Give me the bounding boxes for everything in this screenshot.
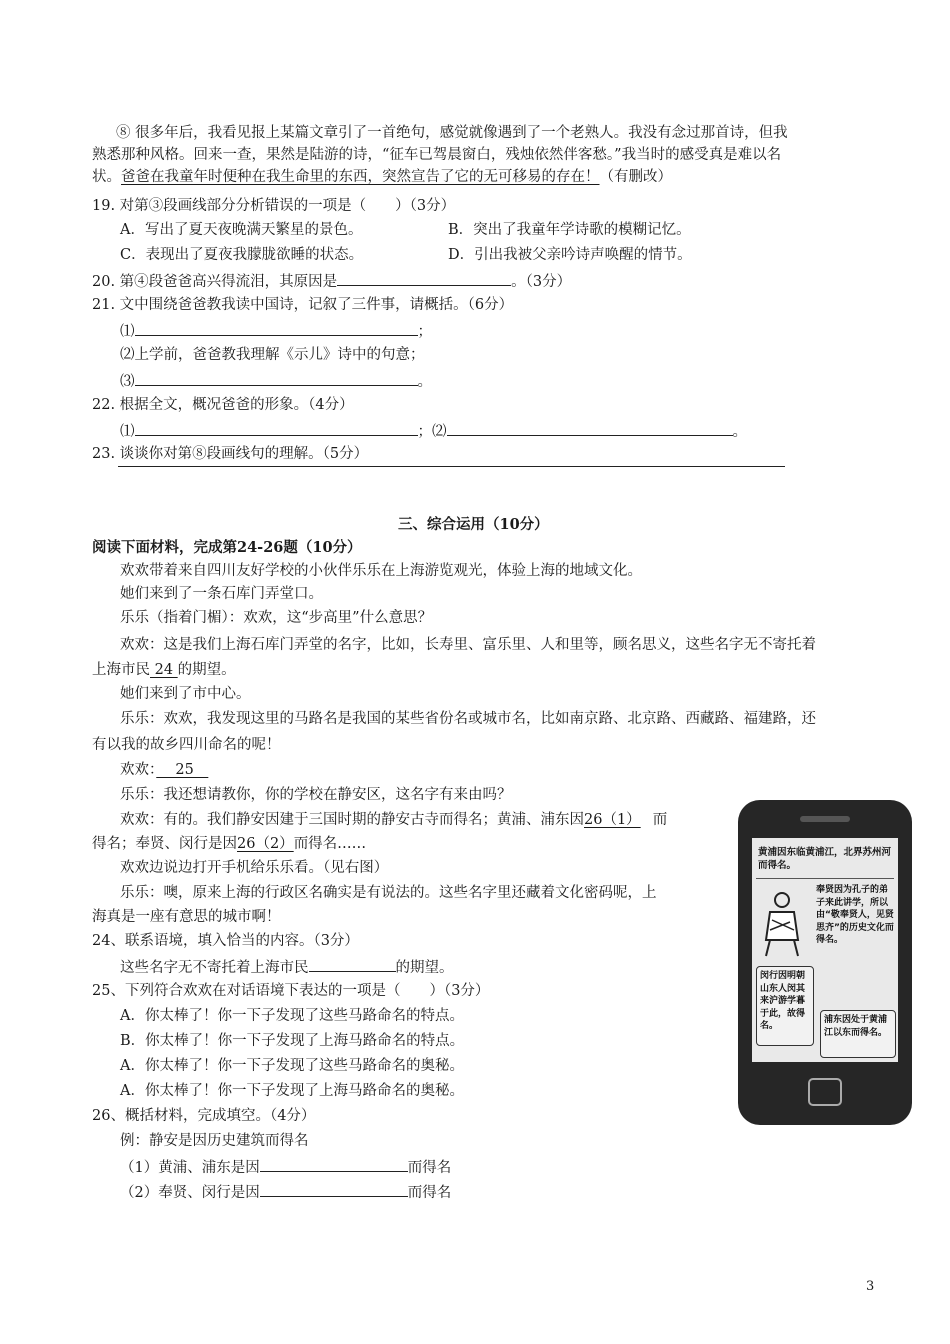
p9-line2-pre: 得名；奉贤、闵行是因 bbox=[92, 836, 237, 852]
q19-option-c: C．表现出了夏夜我朦胧欲睡的状态。 bbox=[120, 247, 364, 263]
phone-illustration bbox=[738, 800, 912, 1125]
q24-post: 的期望。 bbox=[395, 960, 454, 976]
question-26: 26、概括材料，完成填空。（4分） bbox=[92, 1108, 316, 1124]
phone-text-minhang: 闵行因明朝山东人闵其来沪游学暮于此，故得名。 bbox=[760, 971, 806, 1031]
p4-line2-pre: 上海市民 bbox=[92, 662, 150, 678]
q21-item-3-end: 。 bbox=[417, 374, 432, 390]
blank-26-1-marker: 26（1） bbox=[584, 812, 641, 828]
confucius-figure-icon bbox=[760, 890, 806, 960]
phone-text-huangpu: 黄浦因东临黄浦江，北界苏州河而得名。 bbox=[758, 847, 892, 871]
q21-answer-blank-1[interactable] bbox=[135, 319, 418, 336]
phone-box-minhang bbox=[756, 966, 814, 1046]
phone-speaker bbox=[800, 816, 850, 822]
q21-answer-blank-3[interactable] bbox=[135, 369, 418, 386]
material-p6-line2: 有以我的故乡四川命名的呢！ bbox=[92, 737, 281, 753]
page-number: 3 bbox=[866, 1279, 875, 1294]
phone-text-fengxian: 奉贤因为孔子的弟子来此讲学，所以由“敬奉贤人，见贤思齐”的历史文化而得名。 bbox=[816, 885, 894, 945]
para8-line3 bbox=[92, 166, 672, 188]
phone-divider bbox=[756, 878, 894, 879]
para8-line2: 熟悉那种风格。回来一查，果然是陆游的诗，“征车已驾晨窗白，残烛依然伴客愁。”我当时的感受真是难以名 bbox=[92, 147, 782, 163]
question-24: 24、联系语境，填入恰当的内容。（3分） bbox=[92, 933, 359, 949]
q26-item-1 bbox=[120, 1155, 451, 1179]
material-p9-line1 bbox=[120, 809, 667, 831]
question-19: 19. 对第③段画线部分分析错误的一项是（ ）（3分） bbox=[92, 198, 456, 214]
material-p5: 她们来到了市中心。 bbox=[120, 686, 251, 702]
q24-fill bbox=[120, 955, 454, 979]
blank-24-marker: 24 bbox=[150, 662, 178, 678]
question-20 bbox=[92, 269, 571, 293]
q24-pre: 这些名字无不寄托着上海市民 bbox=[120, 960, 309, 976]
phone-home-button bbox=[808, 1078, 842, 1106]
q26-example: 例：静安是因历史建筑而得名 bbox=[120, 1133, 309, 1149]
p9-line1-post: 而 bbox=[652, 812, 668, 828]
q25-option-d: A．你太棒了！你一下子发现了上海马路命名的奥秘。 bbox=[120, 1083, 464, 1099]
q21-item-1-marker: ⑴ bbox=[120, 324, 135, 340]
q26-item-2 bbox=[120, 1180, 451, 1204]
section-3-title: 三、综合运用（10分） bbox=[398, 516, 549, 533]
material-p6-line1: 乐乐：欢欢，我发现这里的马路名是我国的某些省份名或城市名，比如南京路、北京路、西藏路、福建路，还 bbox=[120, 711, 816, 727]
q26-item-1-post: 而得名 bbox=[407, 1160, 452, 1176]
q22-item-1-marker: ⑴ bbox=[120, 424, 135, 440]
q20-score: 。（3分） bbox=[511, 274, 572, 290]
phone-box-pudong bbox=[820, 1010, 896, 1058]
p9-line2-post: 而得名…… bbox=[293, 836, 367, 852]
q25-option-c: A．你太棒了！你一下子发现了这些马路命名的奥秘。 bbox=[120, 1058, 464, 1074]
q26-answer-blank-2[interactable] bbox=[260, 1180, 408, 1197]
q21-item-2: ⑵上学前，爸爸教我理解《示儿》诗中的句意； bbox=[120, 347, 425, 363]
q23-answer-line[interactable] bbox=[118, 466, 785, 467]
q22-answer-blank-2[interactable] bbox=[447, 419, 733, 436]
section-3-instruction: 阅读下面材料，完成第24-26题（10分） bbox=[92, 539, 362, 556]
question-22: 22. 根据全文，概况爸爸的形象。（4分） bbox=[92, 397, 354, 413]
material-p11-line2: 海真是一座有意思的城市啊！ bbox=[92, 909, 281, 925]
q21-item-1-end: ； bbox=[417, 324, 432, 340]
p4-line2-post: 的期望。 bbox=[177, 662, 236, 678]
material-p11-line1: 乐乐：噢，原来上海的行政区名确实是有说法的。这些名字里还藏着文化密码呢，上 bbox=[120, 885, 657, 901]
blank-25-marker: 25 bbox=[156, 762, 209, 778]
material-p1: 欢欢带着来自四川友好学校的小伙伴乐乐在上海游览观光，体验上海的地域文化。 bbox=[120, 563, 642, 579]
material-p10: 欢欢边说边打开手机给乐乐看。（见右图） bbox=[120, 860, 389, 876]
para8-underlined-sentence: 爸爸在我童年时便种在我生命里的东西，突然宣告了它的无可移易的存在！ bbox=[121, 169, 600, 185]
q20-prompt: 20. 第④段爸爸高兴得流泪，其原因是 bbox=[92, 274, 338, 290]
material-p2: 她们来到了一条石库门弄堂口。 bbox=[120, 586, 323, 602]
q26-answer-blank-1[interactable] bbox=[260, 1155, 408, 1172]
para8-source-note: （有删改） bbox=[599, 169, 672, 185]
blank-26-2-marker: 26（2） bbox=[237, 836, 294, 852]
question-25: 25、下列符合欢欢在对话语境下表达的一项是（ ）（3分） bbox=[92, 983, 490, 999]
q24-answer-blank[interactable] bbox=[309, 955, 396, 972]
q19-option-b: B．突出了我童年学诗歌的模糊记忆。 bbox=[448, 222, 691, 238]
para8-line3-pre: 状。 bbox=[92, 169, 121, 185]
phone-screen bbox=[752, 838, 898, 1062]
q25-option-a: A．你太棒了！你一下子发现了这些马路命名的特点。 bbox=[120, 1008, 464, 1024]
question-23: 23. 谈谈你对第⑧段画线句的理解。（5分） bbox=[92, 446, 369, 462]
para8-line1: ⑧ 很多年后，我看见报上某篇文章引了一首绝句，感觉就像遇到了一个老熟人。我没有念过那首诗，但我 bbox=[116, 125, 788, 141]
q21-item-3-marker: ⑶ bbox=[120, 374, 135, 390]
q26-item-1-pre: （1）黄浦、浦东是因 bbox=[120, 1160, 260, 1176]
q20-answer-blank[interactable] bbox=[337, 269, 511, 286]
q22-end: 。 bbox=[732, 424, 747, 440]
q22-answer-blank-1[interactable] bbox=[135, 419, 418, 436]
q19-option-a: A．写出了夏天夜晚满天繁星的景色。 bbox=[120, 222, 363, 238]
q25-option-b: B．你太棒了！你一下子发现了上海马路命名的特点。 bbox=[120, 1033, 465, 1049]
q22-answers bbox=[120, 419, 747, 443]
p7-speaker: 欢欢： bbox=[120, 762, 157, 778]
material-p9-line2 bbox=[92, 833, 366, 855]
phone-text-pudong: 浦东因处于黄浦江以东而得名。 bbox=[824, 1015, 888, 1038]
q26-item-2-post: 而得名 bbox=[407, 1185, 452, 1201]
question-21: 21. 文中围绕爸爸教我读中国诗，记叙了三件事，请概括。（6分） bbox=[92, 297, 514, 313]
material-p4-line2 bbox=[92, 659, 236, 681]
q21-item-1 bbox=[120, 319, 432, 343]
material-p7 bbox=[120, 759, 208, 781]
q19-option-d: D．引出我被父亲吟诗声唤醒的情节。 bbox=[448, 247, 692, 263]
q26-item-2-pre: （2）奉贤、闵行是因 bbox=[120, 1185, 260, 1201]
p9-line1-pre: 欢欢：有的。我们静安因建于三国时期的静安古寺而得名；黄浦、浦东因 bbox=[120, 812, 584, 828]
material-p8: 乐乐：我还想请教你，你的学校在静安区，这名字有来由吗？ bbox=[120, 787, 512, 803]
q22-item-2-marker: ；⑵ bbox=[417, 424, 447, 440]
material-p4-line1: 欢欢：这是我们上海石库门弄堂的名字，比如，长寿里、富乐里、人和里等，顾名思义，这些名字无不寄托着 bbox=[120, 637, 816, 653]
material-p3: 乐乐（指着门楣）：欢欢，这“步高里”什么意思？ bbox=[120, 610, 433, 626]
q21-item-3 bbox=[120, 369, 432, 393]
